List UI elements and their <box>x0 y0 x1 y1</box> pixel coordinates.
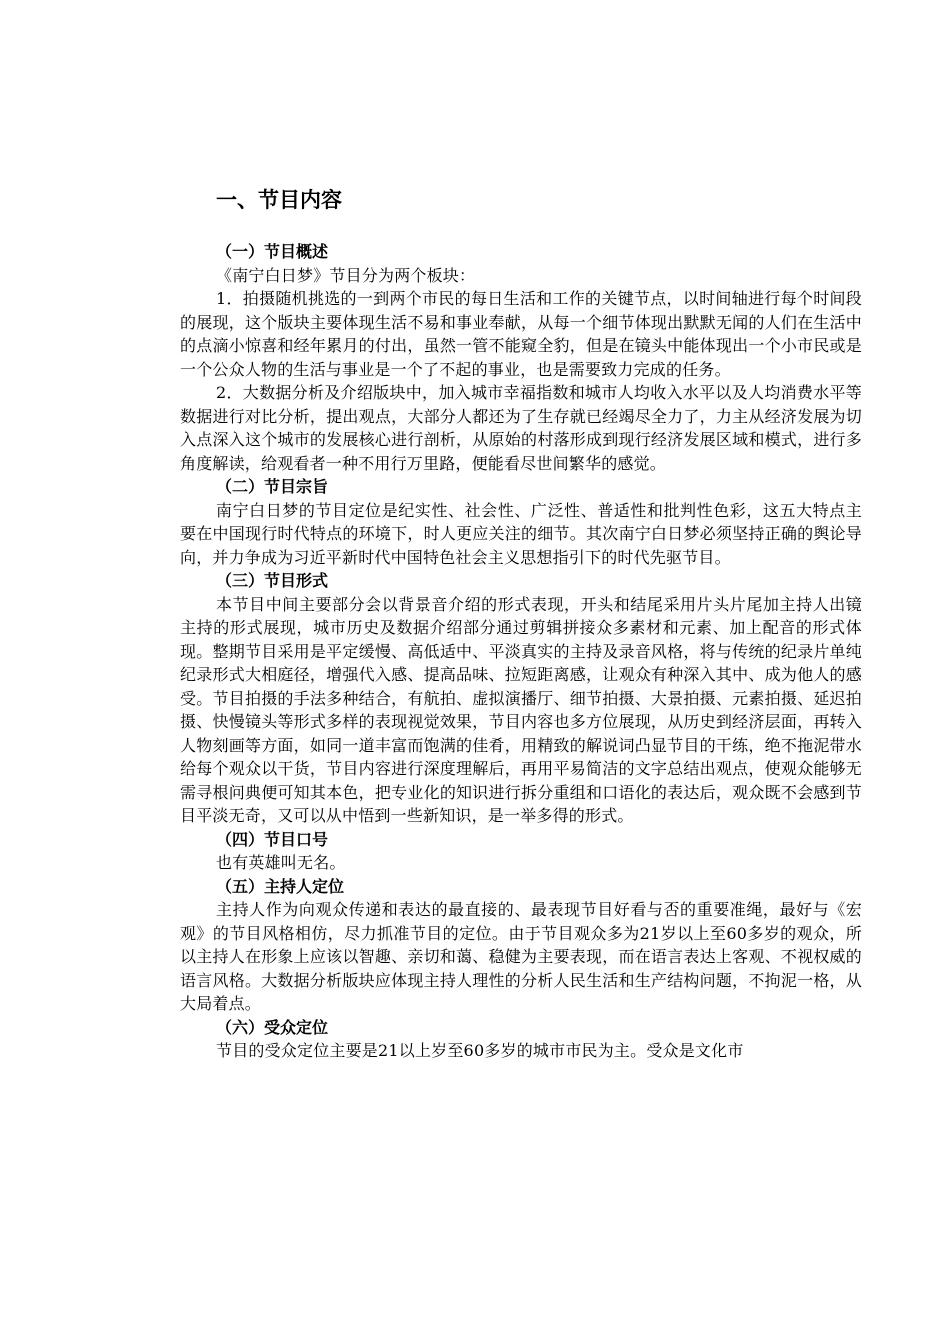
section-heading: 一、节目内容 <box>216 188 342 212</box>
subsection-title-slogan: （四）节目口号 <box>216 829 329 849</box>
paragraph: 《南宁白日梦》节目分为两个板块： <box>216 265 476 285</box>
paragraph: 1．拍摄随机挑选的一到两个市民的每日生活和工作的关键节点，以时间轴进行每个时间段的展现，这个版块主要体现生活不易和事业奉献，从每一个细节体现出默默无闻的人们在生活中的点滴小惊喜和经年累月的付出，虽然一管不能窥全豹，但是在镜头中能体现出一个小市民或是一个公众人物的生活与事业是一个了不起的事业，也是需要致力完成的任务。 <box>180 289 862 379</box>
paragraph: 也有英雄叫无名。 <box>216 853 346 872</box>
paragraph: 主持人作为向观众传递和表达的最直接的、最表现节目好看与否的重要准绳，最好与《宏观》的节目风格相仿，尽力抓准节目的定位。由于节目观众多为21岁以上至60多岁的观众，所以主持人在形象上应该以智趣、亲切和蔼、稳健为主要表现，而在语言表达上客观、不视权威的语言风格。大数据分析版块应体现主持人理性的分析人民生活和生产结构问题，不拘泥一格，从大局着点。 <box>180 900 862 1013</box>
paragraph: 南宁白日梦的节目定位是纪实性、社会性、广泛性、普适性和批判性色彩，这五大特点主要在中国现行时代特点的环境下，时人更应关注的细节。其次南宁白日梦必须坚持正确的舆论导向，并力争成为习近平新时代中国特色社会主义思想指引下的时代先驱节目。 <box>180 500 862 567</box>
paragraph: 本节目中间主要部分会以背景音介绍的形式表现，开头和结尾采用片头片尾加主持人出镜主持的形式展现，城市历史及数据介绍部分通过剪辑拼接众多素材和元素、加上配音的形式体现。整期节目采用是平定缓慢、高低适中、平淡真实的主持及录音风格，将与传统的纪录片单纯纪录形式大相庭径，增强代入感、提高品味、拉短距离感，让观众有种深入其中、成为他人的感受。节目拍摄的手法多种结合，有航拍、虚拟演播厅、细节拍摄、大景拍摄、元素拍摄、延迟拍摄、快慢镜头等形式多样的表现视觉效果，节目内容也多方位展现，从历史到经济层面，再转入人物刻画等方面，如同一道丰富而饱满的佳肴，用精致的解说词凸显节目的干练，绝不拖泥带水给每个观众以干货，节目内容进行深度理解后，再用平易简洁的文字总结出观点，使观众能够无需寻根问典便可知其本色，把专业化的知识进行拆分重组和口语化的表达后，观众既不会感到节目平淡无奇，又可以从中悟到一些新知识，是一举多得的形式。 <box>180 594 862 825</box>
subsection-title-audience: （六）受众定位 <box>216 1017 329 1037</box>
subsection-title-overview: （一）节目概述 <box>216 242 329 261</box>
paragraph: 2．大数据分析及介绍版块中，加入城市幸福指数和城市人均收入水平以及人均消费水平等数据进行对比分析，提出观点，大部分人都还为了生存就已经竭尽全力了，力主从经济发展为切入点深入这个城市的发展核心进行剖析，从原始的村落形成到现行经济发展区域和模式，进行多角度解读，给观看者一种不用行万里路，便能看尽世间繁华的感觉。 <box>180 383 862 473</box>
document-body <box>180 186 862 1063</box>
subsection-title-format: （三）节目形式 <box>216 571 329 590</box>
subsection-title-purpose: （二）节目宗旨 <box>216 477 329 496</box>
subsection-title-host: （五）主持人定位 <box>216 876 345 896</box>
paragraph: 节目的受众定位主要是21以上岁至60多岁的城市市民为主。受众是文化市 <box>216 1041 744 1060</box>
